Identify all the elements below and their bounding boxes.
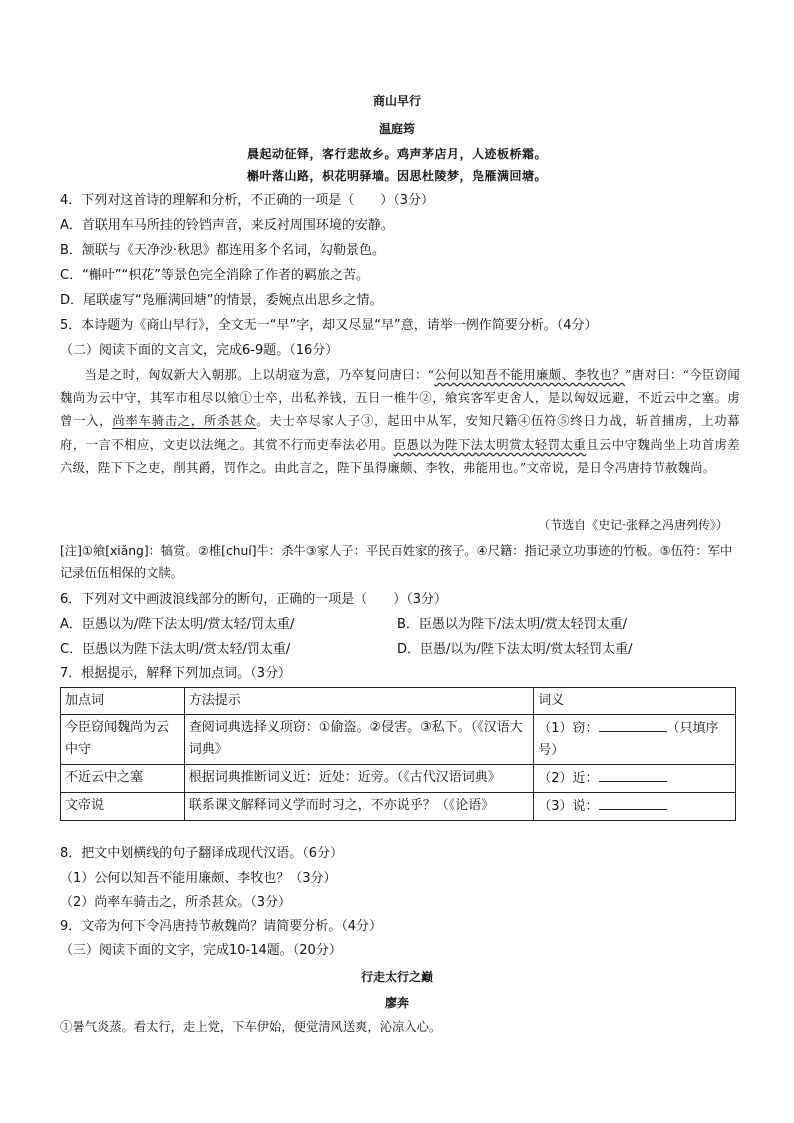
section-3-heading: （三）阅读下面的文字，完成10-14题。（20分） bbox=[60, 943, 342, 958]
q4-stem: 4．下列对这首诗的理解和分析，不正确的一项是（ ）（3分） bbox=[60, 193, 435, 208]
q7-hint: 查阅词典选择义项窃：①偷盗。②侵害。③私下。（《汉语大词典》 bbox=[184, 715, 533, 765]
q5-stem: 5．本诗题为《商山早行》，全文无一“早”字，却又尽显“早”意，请举一例作简要分析。（4分） bbox=[60, 318, 598, 333]
poem-title: 商山早行 bbox=[372, 94, 421, 108]
passage-text-2: ”唐对曰：“今臣窃闻魏尚为云中守，其军市租尽以飨①士卒，出私养钱，五日一椎牛②，飨宾客军吏舍人，是以匈奴远避，不近云中之塞。虏曾一入， bbox=[60, 368, 740, 429]
table-row bbox=[61, 793, 736, 821]
q7-word: 今臣窃闻魏尚为云中守 bbox=[61, 715, 185, 765]
q7-header-word: 加点词 bbox=[61, 688, 185, 715]
q4-option-a: A．首联用车马所挂的铃铛声音，来反衬周围环境的安静。 bbox=[60, 218, 394, 233]
q7-hint: 联系课文解释词义学而时习之，不亦说乎？（《论语》 bbox=[184, 793, 533, 821]
q6-stem: 6．下列对文中画波浪线部分的断句，正确的一项是（ ）（3分） bbox=[60, 592, 448, 607]
q7-header-meaning: 词义 bbox=[534, 688, 736, 715]
q7-answer-label: （1）窃： bbox=[538, 721, 599, 736]
q6-option-c: C．臣愚以为陛下法太明/赏太轻/罚太重/ bbox=[60, 642, 291, 657]
article-title: 行走太行之巅 bbox=[360, 970, 433, 984]
q4-option-d: D．尾联虚写“凫雁满回塘”的情景，委婉点出思乡之情。 bbox=[60, 293, 383, 308]
q7-answer-label: （3）说： bbox=[538, 799, 599, 814]
passage-text-4: 且云中守魏尚坐上功首虏差六级，陛下下之吏，削其爵，罚作之。由此言之，陛下虽得廉颇、李牧，弗能用也。”文帝说，是日令冯唐持节赦魏尚。 bbox=[60, 437, 740, 475]
passage-underlined-sentence: 尚率车骑击之，所杀甚众 bbox=[112, 414, 257, 429]
q7-answer-cell bbox=[534, 793, 736, 821]
passage-text-3: 。夫士卒尽家人子③，起田中从军，安知尺籍④伍符⑤终日力战，斩首捕虏，上功幕府，一言不相应，文吏以法绳之。其赏不行而吏奉法必用。 bbox=[60, 414, 740, 452]
q7-header-hint: 方法提示 bbox=[184, 688, 533, 715]
q4-option-c: C．“槲叶”“枳花”等景色完全消除了作者的羁旅之苦。 bbox=[60, 268, 370, 283]
passage-wavy-quote: 公何以知吾不能用廉颇、李牧也？ bbox=[434, 368, 626, 382]
answer-blank[interactable] bbox=[599, 717, 667, 732]
q7-hint: 根据词典推断词义近：近处：近旁。（《古代汉语词典》 bbox=[184, 765, 533, 793]
q6-option-a: A．臣愚以为/陛下法太明/赏太轻/罚太重/ bbox=[60, 617, 295, 632]
q6-option-d: D．臣愚/以为/陛下法太明/赏太轻罚太重/ bbox=[397, 642, 633, 657]
q7-answer-cell bbox=[534, 765, 736, 793]
q8-sentence-2: （2）尚率车骑击之，所杀甚众。（3分） bbox=[60, 895, 292, 910]
q4-option-b: B．颔联与《天净沙·秋思》都连用多个名词，勾勒景色。 bbox=[60, 243, 386, 258]
passage-wavy-segment: 臣愚以为陛下法太明赏太轻罚太重 bbox=[393, 437, 587, 452]
article-author: 廖奔 bbox=[384, 996, 409, 1010]
poem-author: 温庭筠 bbox=[378, 122, 415, 136]
q7-answer-note: （只填序号） bbox=[538, 721, 719, 758]
poem-line-2: 槲叶落山路，枳花明驿墙。因思杜陵梦，凫雁满回塘。 bbox=[246, 169, 547, 183]
annotations: [注]①飨[xiǎng]：犒赏。②椎[chuí]牛：杀牛③家人子：平民百姓家的孩子。④尺籍：指记录立功事迹的竹板。⑤伍符：军中记录伍伍相保的文牍。 bbox=[60, 544, 733, 580]
table-row bbox=[61, 765, 736, 793]
q7-answer-cell bbox=[534, 715, 736, 765]
q7-table bbox=[60, 687, 736, 821]
q7-table-header bbox=[61, 688, 736, 715]
passage-source: （节选自《史记·张释之冯唐列传》） bbox=[538, 518, 728, 532]
q8-stem: 8．把文中划横线的句子翻译成现代汉语。（6分） bbox=[60, 846, 344, 861]
q9-stem: 9．文帝为何下令冯唐持节赦魏尚？请简要分析。（4分） bbox=[60, 919, 383, 934]
table-row bbox=[61, 715, 736, 765]
article-paragraph-1: ①暑气炎蒸。看太行，走上党，下车伊始，便觉清风送爽，沁凉入心。 bbox=[60, 1020, 442, 1034]
q7-stem: 7．根据提示，解释下列加点词。（3分） bbox=[60, 666, 292, 681]
section-2-heading: （二）阅读下面的文言文，完成6-9题。（16分） bbox=[60, 343, 339, 358]
q7-word: 文帝说 bbox=[61, 793, 185, 821]
q6-option-b: B．臣愚以为陛下/法太明/赏太轻罚太重/ bbox=[397, 617, 628, 632]
q7-answer-label: （2）近： bbox=[538, 771, 599, 786]
poem-line-1: 晨起动征铎，客行悲故乡。鸡声茅店月，人迹板桥霜。 bbox=[246, 147, 547, 161]
classical-passage bbox=[60, 364, 740, 480]
answer-blank[interactable] bbox=[599, 795, 667, 810]
q7-word: 不近云中之塞 bbox=[61, 765, 185, 793]
answer-blank[interactable] bbox=[599, 767, 667, 782]
passage-text-1: 当是之时，匈奴新大入朝那。上以胡寇为意，乃卒复问唐曰：“ bbox=[84, 368, 435, 382]
q8-sentence-1: （1）公何以知吾不能用廉颇、李牧也？（3分） bbox=[60, 871, 337, 886]
